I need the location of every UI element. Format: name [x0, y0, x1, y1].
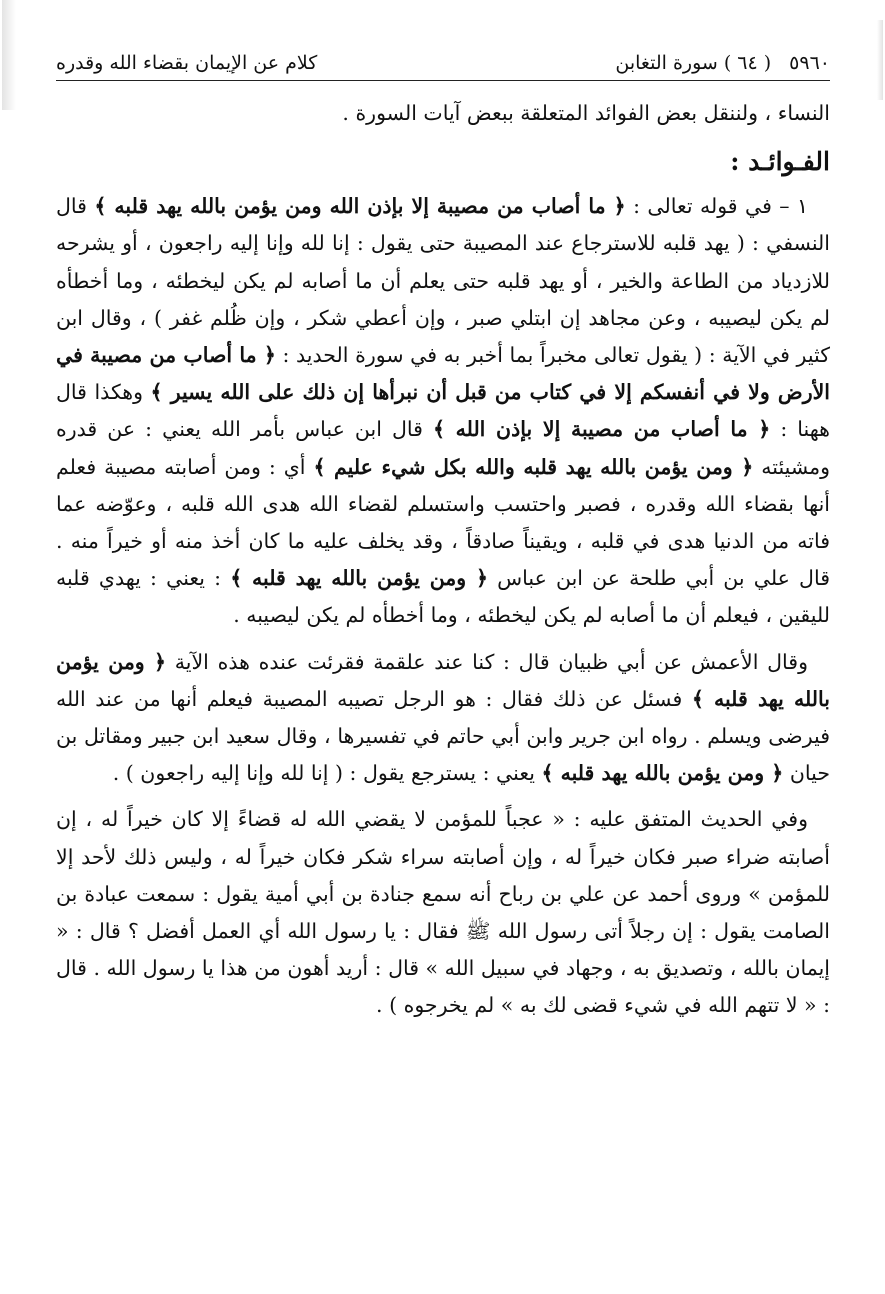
- paragraph-2: [56, 644, 830, 793]
- p1-quran-quote-1: ﴿ ما أصاب من مصيبة إلا بإذن الله ومن يؤمن بالله يهد قلبه ﴾: [94, 194, 626, 219]
- intro-line: النساء ، ولننقل بعض الفوائد المتعلقة ببعض آيات السورة .: [342, 101, 830, 125]
- p1-text-e: أي : ومن أصابته مصيبة فعلم أنها بقضاء الله وقدره ، فصبر واحتسب واستسلم لقضاء الله هدى الله قلبه ، وعوّضه عما فاته من الدنيا هدى في قلبه ، ويقيناً صادقاً ، وقد يخلف عليه ما كان أخذ منه أو خيراً منه . قال علي بن أبي طلحة عن ابن عباس: [56, 454, 830, 591]
- p2-text-c: يعني : يسترجع يقول : ( إنا لله وإنا إليه راجعون ) .: [112, 761, 542, 786]
- paragraph-3: وفي الحديث المتفق عليه : « عجباً للمؤمن لا يقضي الله له قضاءً إلا كان خيراً له ، إن أصابته ضراء صبر فكان خيراً له ، وإن أصابته سراء شكر فكان خيراً له ، وليس ذلك لأحد إلا للمؤمن » وروى أحمد عن علي بن رباح أنه سمع جنادة بن أبي أمية يقول : سمعت عبادة بن الصامت يقول : إن رجلاً أتى رسول الله ﷺ فقال : يا رسول الله أي العمل أفضل ؟ قال : « إيمان بالله ، وتصديق به ، وجهاد في سبيل الله » قال : أريد أهون من هذا يا رسول الله . قال : « لا تتهم الله في شيء قضى لك به » لم يخرجوه ) .: [56, 807, 830, 1018]
- scan-edge-mark-left: [2, 0, 16, 110]
- paragraph-1: [56, 188, 830, 634]
- page-content: [56, 95, 830, 1025]
- p2-text-b: فسئل عن ذلك فقال : هو الرجل تصيبه المصيبة فيعلم أنها من عند الله فيرضى ويسلم . رواه ابن جرير وابن أبي حاتم في تفسيرها ، وقال سعيد ابن جبير ومقاتل بن حيان: [56, 686, 830, 786]
- p1-quran-quote-5: ﴿ ومن يؤمن بالله يهد قلبه ﴾: [230, 566, 488, 591]
- header-right-group: [615, 52, 830, 74]
- surah-reference: ( ٦٤ ) سورة التغابن: [615, 52, 772, 74]
- p2-quran-quote-1: ﴿ ومن يؤمن بالله يهد قلبه ﴾: [56, 649, 831, 711]
- page: [56, 52, 830, 1025]
- p1-text-b: قال النسفي : ( يهد قلبه للاسترجاع عند المصيبة حتى يقول : إنا لله وإنا إليه راجعون ، أو يشرحه للازدياد من الطاعة والخير ، أو يهد قلبه حتى يعلم أن ما أصابه لم يكن ليخطئه ، وما أخطأه لم يكن ليصيبه ، وعن مجاهد إن ابتلي صبر ، وإن أعطي شكر ، وإن ظُلم غفر ) ، وقال ابن كثير في الآية : ( يقول تعالى مخبراً بما أخبر به في سورة الحديد :: [56, 194, 830, 368]
- p1-text-a: ١ – في قوله تعالى :: [625, 194, 808, 219]
- p2-quran-quote-2: ﴿ ومن يؤمن بالله يهد قلبه ﴾: [541, 761, 784, 786]
- page-number: ٥٩٦٠: [789, 52, 830, 74]
- p1-text-f: : يعني : يهدي قلبه لليقين ، فيعلم أن ما أصابه لم يكن ليخطئه ، وما أخطأه لم يكن ليصيبه .: [56, 566, 830, 628]
- scan-edge-mark-right: [877, 20, 883, 100]
- p1-quran-quote-4: ﴿ ومن يؤمن بالله يهد قلبه والله بكل شيء عليم ﴾: [313, 454, 754, 479]
- p1-text-d: قال ابن عباس بأمر الله يعني : عن قدره ومشيئته: [56, 417, 831, 479]
- p1-quran-quote-3: ﴿ ما أصاب من مصيبة إلا بإذن الله ﴾: [432, 417, 771, 442]
- chapter-title: كلام عن الإيمان بقضاء الله وقدره: [56, 52, 318, 74]
- running-header: [56, 52, 830, 81]
- p1-quran-quote-2: ﴿ ما أصاب من مصيبة في الأرض ولا في أنفسكم إلا في كتاب من قبل أن نبرأها إن ذلك على الله يسير ﴾: [56, 343, 830, 405]
- p2-text-a: وقال الأعمش عن أبي ظبيان قال : كنا عند علقمة فقرئت عنده هذه الآية: [166, 649, 808, 674]
- section-heading: الفـوائـد :: [730, 147, 830, 177]
- p1-text-c: وهكذا قال ههنا :: [56, 380, 830, 442]
